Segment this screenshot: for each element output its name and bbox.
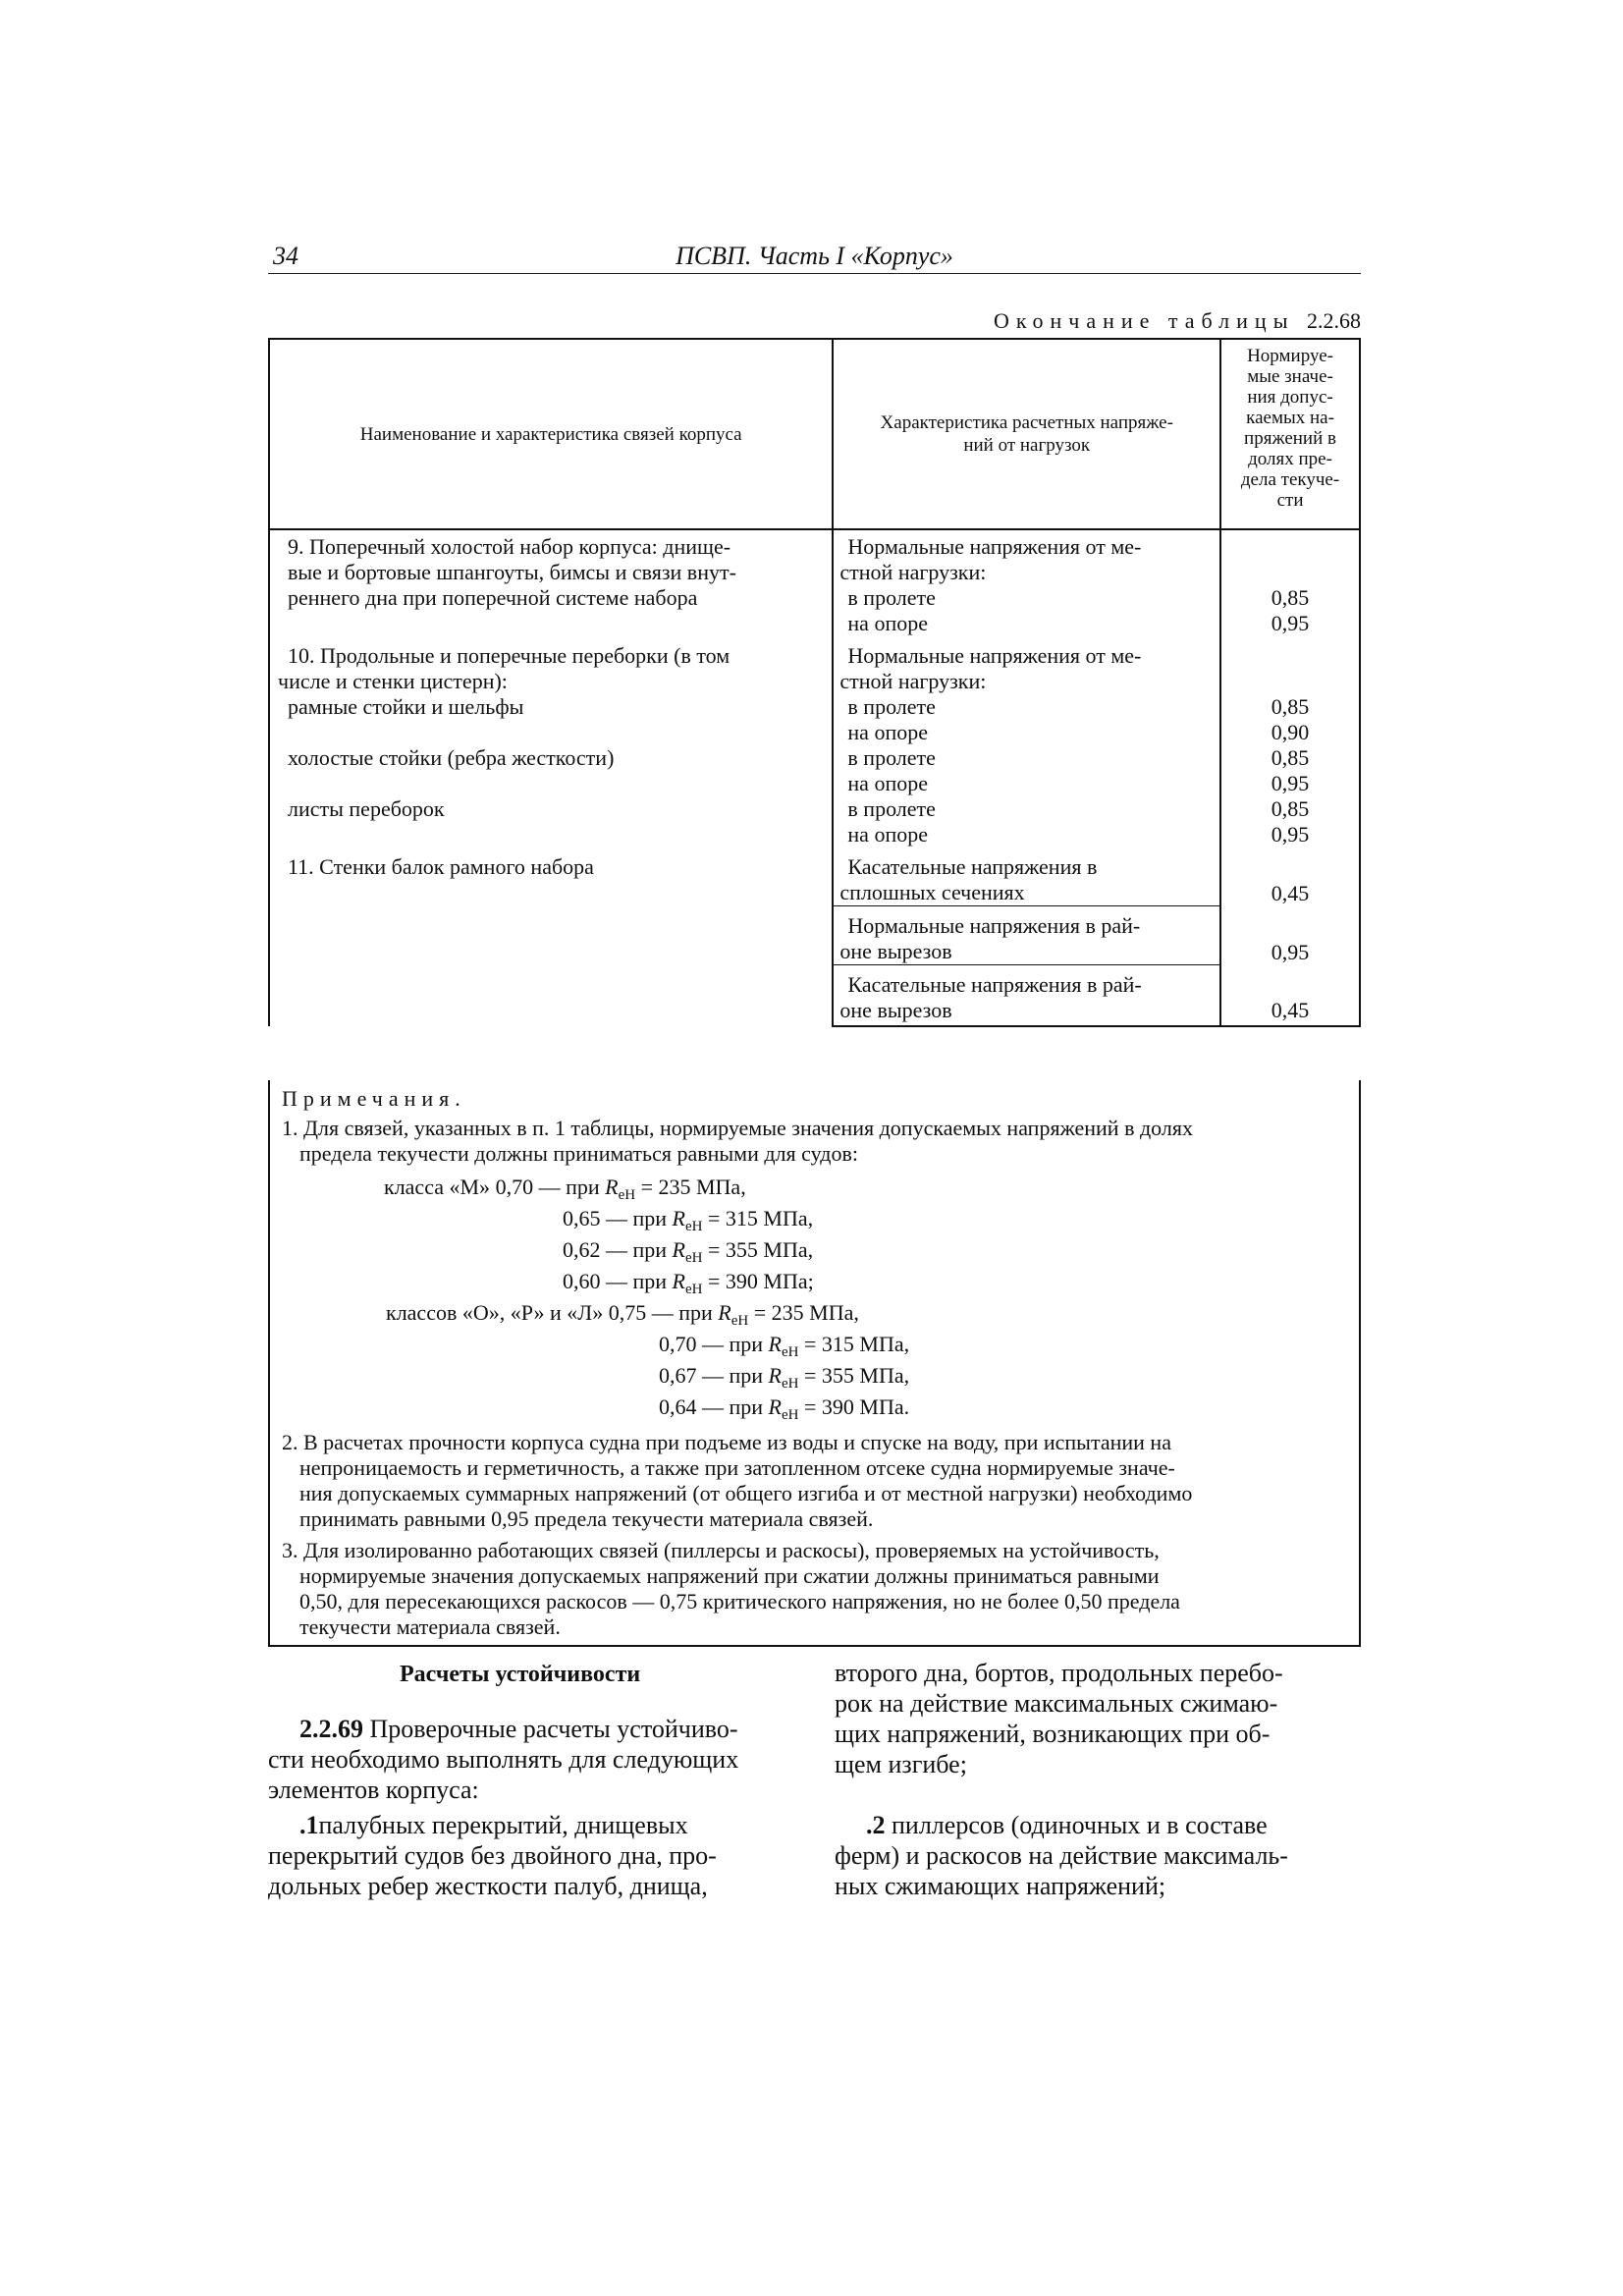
row10-frames-support: на опоре (833, 720, 1220, 745)
row11-char-line: Касательные напряжения в рай- (847, 972, 1142, 997)
at-text: — при (538, 1175, 600, 1199)
formula-row-opl-1 (659, 1332, 909, 1360)
row9-char (833, 529, 1220, 585)
row9-span: в пролете (833, 585, 1220, 611)
yield-symbol: R (768, 1363, 782, 1388)
header-val-line: долях пре- (1248, 449, 1332, 469)
class-m-label: класса «М» (384, 1175, 491, 1199)
row11-shear-solid-value: 0,45 (1220, 847, 1360, 906)
row10-frames-support-value: 0,90 (1220, 720, 1360, 745)
table-row (269, 694, 1360, 720)
row11-shear-cutouts-value: 0,45 (1220, 965, 1360, 1027)
formula-row-m-1 (563, 1206, 813, 1234)
equals-sign: = (708, 1237, 721, 1262)
yield-symbol: R (768, 1332, 782, 1356)
yield-symbol: R (768, 1394, 782, 1419)
note-3-line: нормируемые значения допускаемых напряжений при сжатии должны приниматься равными (299, 1563, 1160, 1588)
class-opl-label: классов «О», «Р» и «Л» (386, 1300, 604, 1325)
page-number: 34 (273, 242, 298, 270)
table-caption-number: 2.2.68 (1307, 308, 1361, 333)
note-3-line: 3. Для изолированно работающих связей (пиллерсы и раскосы), проверяемых на устойчивость, (282, 1538, 1160, 1562)
table-row (269, 636, 1360, 694)
paragraph-line: перекрытий судов без двойного дна, про- (268, 1841, 717, 1870)
formula-row-opl-2 (659, 1363, 909, 1392)
yield-subscript: eH (685, 1250, 703, 1266)
row10-plates-support-value: 0,95 (1220, 822, 1360, 847)
row10-plates-support: на опоре (833, 822, 1220, 847)
item-number: .1 (299, 1811, 319, 1839)
section-heading: Расчеты устойчивости (400, 1662, 641, 1687)
row9-char-line: Нормальные напряжения от ме- (847, 534, 1142, 559)
paragraph-text: палубных перекрытий, днищевых (318, 1811, 688, 1839)
row9-char-line: стной нагрузки: (839, 560, 987, 584)
at-text: — при (606, 1206, 668, 1230)
equals-sign: = (804, 1332, 817, 1356)
yield-subscript: eH (782, 1376, 799, 1392)
paragraph-line: второго дна, бортов, продольных перебо- (835, 1659, 1283, 1687)
table-row (269, 847, 1360, 906)
equals-sign: = (804, 1394, 817, 1419)
opl-value: 0,67 (659, 1363, 697, 1388)
row10-frames-span-value: 0,85 (1220, 694, 1360, 720)
yield-symbol: R (605, 1175, 619, 1199)
paragraph-line: элементов корпуса: (268, 1776, 479, 1804)
row10-name-line: 10. Продольные и поперечные переборки (в том (288, 643, 730, 668)
row11-char-line: Нормальные напряжения в рай- (847, 913, 1141, 938)
row11-char-line: сплошных сечениях (839, 880, 1025, 904)
note-2-line: непроницаемость и герметичность, а также при затопленном отсеке судна нормируемые значе- (299, 1455, 1175, 1480)
opl-stress: 390 МПа. (821, 1394, 910, 1419)
yield-symbol: R (672, 1206, 685, 1230)
m-value: 0,60 (563, 1269, 601, 1293)
table-caption (994, 308, 1361, 334)
row10-stiffeners-support: на опоре (833, 771, 1220, 796)
m-stress: 235 МПа, (658, 1175, 746, 1199)
running-title: ПСВП. Часть I «Корпус» (676, 242, 953, 270)
m-value: 0,70 (495, 1175, 534, 1199)
row9-name-line: вые и бортовые шпангоуты, бимсы и связи внут- (288, 560, 736, 584)
item-number: .2 (866, 1811, 886, 1839)
yield-symbol: R (718, 1300, 731, 1325)
row10-char (833, 636, 1220, 694)
paragraph-line: ферм) и раскосов на действие максималь- (835, 1841, 1288, 1870)
paragraph-2-2-69 (268, 1714, 791, 1805)
row10-char-line: Нормальные напряжения от ме- (847, 643, 1142, 668)
header-val-line: Нормируе- (1247, 346, 1333, 366)
yield-subscript: eH (730, 1313, 749, 1329)
row9-span-value: 0,85 (1220, 585, 1360, 611)
formula-row-m-3 (563, 1269, 814, 1297)
stress-norms-table (268, 338, 1361, 1027)
row10-name-line: числе и стенки цистерн): (278, 669, 508, 693)
equals-sign: = (640, 1175, 653, 1199)
table-row (269, 796, 1360, 822)
header-value (1220, 339, 1360, 529)
row9-support: на опоре (833, 611, 1220, 636)
paragraph-line: щих напряжений, возникающих при об- (835, 1720, 1271, 1748)
header-val-line: пряжений в (1244, 428, 1336, 449)
row11-char-line: Касательные напряжения в (847, 854, 1098, 879)
yield-symbol: R (672, 1269, 685, 1293)
header-char-line: ний от нагрузок (963, 435, 1091, 456)
row11-shear-cutouts (833, 965, 1220, 1027)
equals-sign: = (708, 1206, 721, 1230)
m-stress: 355 МПа, (725, 1237, 814, 1262)
yield-subscript: eH (618, 1187, 636, 1203)
row9-name-line: реннего дна при поперечной системе набора (288, 585, 698, 610)
header-name: Наименование и характеристика связей корпуса (269, 339, 833, 529)
paragraph-line (268, 1714, 791, 1744)
notes-title: Примечания. (282, 1086, 466, 1111)
note-2-line: принимать равными 0,95 предела текучести материала связей. (299, 1506, 874, 1531)
note-3-line: текучести материала связей. (299, 1614, 561, 1639)
m-value: 0,65 (563, 1206, 601, 1230)
row10-char-line: стной нагрузки: (839, 669, 987, 693)
row11-char-line: оне вырезов (839, 939, 952, 963)
paragraph-line: рок на действие максимальных сжимаю- (835, 1689, 1278, 1718)
row9-name-line: 9. Поперечный холостой набор корпуса: днище- (288, 534, 731, 559)
paragraph-text: Проверочные расчеты устойчиво- (369, 1715, 738, 1743)
row10-stiffeners-span-value: 0,85 (1220, 745, 1360, 771)
row10-plates: листы переборок (269, 796, 833, 847)
formula-row-m-2 (563, 1237, 813, 1266)
at-text: — при (606, 1269, 668, 1293)
opl-value: 0,70 (659, 1332, 697, 1356)
formula-row-opl-3 (659, 1394, 909, 1423)
formula-row-opl-0 (386, 1300, 859, 1329)
paragraph-line (835, 1810, 1361, 1840)
row10-val-empty (1220, 636, 1360, 694)
header-characteristic (833, 339, 1220, 529)
header-val-line: дела текуче- (1240, 469, 1340, 490)
table-row (269, 745, 1360, 771)
at-text: — при (702, 1394, 764, 1419)
paragraph-item-1-continued (835, 1658, 1361, 1779)
at-text: — при (651, 1300, 713, 1325)
note-2-line: ния допускаемых суммарных напряжений (от общего изгиба и от местной нагрузки) необходимо (299, 1481, 1193, 1505)
note-1-line: 1. Для связей, указанных в п. 1 таблицы, нормируемые значения допускаемых напряжений в долях (282, 1116, 1193, 1140)
row9-name (269, 529, 833, 636)
paragraph-item-1 (268, 1810, 791, 1901)
paragraph-line: ных сжимающих напряжений; (835, 1872, 1166, 1900)
paragraph-line: дольных ребер жесткости палуб, днища, (268, 1872, 708, 1900)
paragraph-line: сти необходимо выполнять для следующих (268, 1745, 739, 1774)
at-text: — при (702, 1332, 764, 1356)
header-char-line: Характеристика расчетных напряже- (880, 412, 1173, 433)
opl-value: 0,75 (608, 1300, 647, 1325)
yield-subscript: eH (685, 1282, 703, 1297)
header-val-line: мые значе- (1247, 366, 1333, 387)
row11-shear-solid (833, 847, 1220, 906)
row10-name (269, 636, 833, 694)
opl-value: 0,64 (659, 1394, 697, 1419)
paragraph-number: 2.2.69 (299, 1715, 363, 1743)
note-1-line: предела текучести должны приниматься равными для судов: (299, 1141, 858, 1166)
m-value: 0,62 (563, 1237, 601, 1262)
note-3 (282, 1538, 1347, 1640)
at-text: — при (702, 1363, 764, 1388)
equals-sign: = (804, 1363, 817, 1388)
yield-symbol: R (672, 1237, 685, 1262)
row10-stiffeners-span: в пролете (833, 745, 1220, 771)
note-3-line: 0,50, для пересекающихся раскосов — 0,75 критического напряжения, но не более 0,50 предела (299, 1589, 1180, 1613)
row11-normal-cutouts (833, 906, 1220, 965)
paragraph-text: пиллерсов (одиночных и в составе (892, 1811, 1268, 1839)
yield-subscript: eH (782, 1344, 799, 1360)
row10-frames: рамные стойки и шельфы (269, 694, 833, 745)
m-stress: 390 МПа; (725, 1269, 814, 1293)
opl-stress: 355 МПа, (821, 1363, 910, 1388)
page-header (268, 240, 1361, 274)
row11-char-line: оне вырезов (839, 998, 952, 1022)
yield-subscript: eH (685, 1219, 703, 1234)
header-val-line: сти (1276, 490, 1304, 511)
paragraph-item-2 (835, 1810, 1361, 1901)
header-val-line: каемых на- (1246, 408, 1334, 428)
table-notes (268, 1080, 1361, 1647)
note-1 (282, 1116, 1347, 1167)
note-2-line: 2. В расчетах прочности корпуса судна при подъеме из воды и спуске на воду, при испытании на (282, 1430, 1171, 1454)
yield-subscript: eH (782, 1407, 799, 1423)
row10-plates-span-value: 0,85 (1220, 796, 1360, 822)
table-row (269, 529, 1360, 585)
row10-stiffeners-support-value: 0,95 (1220, 771, 1360, 796)
row10-plates-span: в пролете (833, 796, 1220, 822)
row11-name: 11. Стенки балок рамного набора (269, 847, 833, 1026)
row9-support-value: 0,95 (1220, 611, 1360, 636)
opl-stress: 235 МПа, (771, 1300, 859, 1325)
m-stress: 315 МПа, (725, 1206, 814, 1230)
row9-val-empty (1220, 529, 1360, 585)
row10-frames-span: в пролете (833, 694, 1220, 720)
row10-stiffeners: холостые стойки (ребра жесткости) (269, 745, 833, 796)
formula-row-m-0 (384, 1175, 746, 1203)
opl-stress: 315 МПа, (821, 1332, 910, 1356)
table-header-row (269, 339, 1360, 529)
at-text: — при (606, 1237, 668, 1262)
table-caption-word: Окончание таблицы (994, 308, 1295, 333)
paragraph-line (268, 1810, 791, 1840)
paragraph-line: щем изгибе; (835, 1750, 967, 1778)
equals-sign: = (753, 1300, 767, 1325)
row11-normal-cutouts-value: 0,95 (1220, 906, 1360, 965)
equals-sign: = (708, 1269, 721, 1293)
note-2 (282, 1430, 1347, 1532)
header-val-line: ния допус- (1247, 387, 1333, 408)
